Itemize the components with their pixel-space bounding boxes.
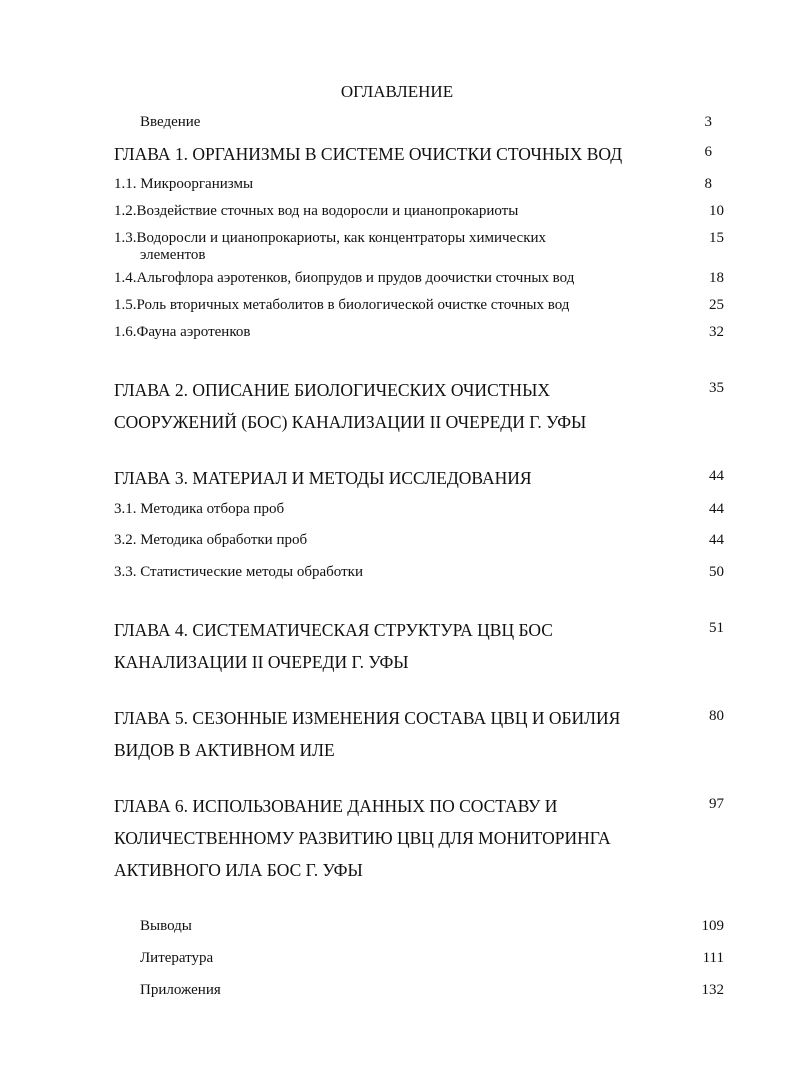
toc-entry-page: 44 — [709, 468, 724, 484]
toc-entry-page: 8 — [704, 176, 712, 192]
toc-entry-text-continued: АКТИВНОГО ИЛА БОС Г. УФЫ — [114, 860, 363, 880]
toc-entry-text: 1.3.Водоросли и цианопрокариоты, как концентраторы химических — [114, 230, 547, 246]
toc-entry-text: ГЛАВА 1. ОРГАНИЗМЫ В СИСТЕМЕ ОЧИСТКИ СТОЧНЫХ ВОД — [114, 144, 623, 164]
toc-entry-page: 111 — [702, 950, 724, 966]
toc-entry-text: 3.3. Статистические методы обработки — [114, 564, 363, 580]
toc-entry-page: 32 — [709, 324, 724, 340]
toc-entry-text: 3.2. Методика обработки проб — [114, 532, 308, 548]
toc-entry-page: 35 — [709, 380, 724, 396]
toc-entry-text: ГЛАВА 2. ОПИСАНИЕ БИОЛОГИЧЕСКИХ ОЧИСТНЫХ — [114, 380, 550, 400]
toc-entry-text: Приложения — [140, 982, 221, 998]
toc-entry-text: 3.1. Методика отбора проб — [114, 501, 285, 517]
toc-entry-text: 1.6.Фауна аэротенков — [114, 324, 251, 340]
toc-entry-page: 109 — [701, 918, 724, 934]
toc-entry-text: Выводы — [140, 918, 192, 934]
toc-entry-text-continued: КАНАЛИЗАЦИИ II ОЧЕРЕДИ Г. УФЫ — [114, 652, 409, 672]
toc-entry-page: 10 — [709, 203, 724, 219]
toc-entry-page: 80 — [709, 708, 724, 724]
toc-entry-page: 15 — [709, 230, 724, 246]
toc-entry-text: Введение — [140, 114, 201, 130]
toc-entry-text: ГЛАВА 6. ИСПОЛЬЗОВАНИЕ ДАННЫХ ПО СОСТАВУ И — [114, 796, 558, 816]
toc-entry-page: 6 — [704, 144, 712, 160]
toc-entry-text: 1.4.Альгофлора аэротенков, биопрудов и прудов доочистки сточных вод — [114, 270, 575, 286]
toc-entry-text: ГЛАВА 5. СЕЗОННЫЕ ИЗМЕНЕНИЯ СОСТАВА ЦВЦ И ОБИЛИЯ — [114, 708, 621, 728]
toc-entry-text-continued: ВИДОВ В АКТИВНОМ ИЛЕ — [114, 740, 335, 760]
toc-entry-page: 44 — [709, 532, 724, 548]
toc-entry-text: 1.1. Микроорганизмы — [114, 176, 254, 192]
toc-entry-page: 25 — [709, 297, 724, 313]
toc-entry-text: ГЛАВА 4. СИСТЕМАТИЧЕСКАЯ СТРУКТУРА ЦВЦ БОС — [114, 620, 553, 640]
toc-entry-page: 97 — [709, 796, 724, 812]
toc-title: ОГЛАВЛЕНИЕ — [340, 82, 454, 101]
toc-entry-page: 18 — [709, 270, 724, 286]
toc-entry-page: 51 — [709, 620, 724, 636]
toc-entry-text-continued: КОЛИЧЕСТВЕННОМУ РАЗВИТИЮ ЦВЦ ДЛЯ МОНИТОРИНГА — [114, 828, 611, 848]
toc-entry-page: 3 — [704, 114, 712, 130]
toc-entry-text: 1.2.Воздействие сточных вод на водоросли и цианопрокариоты — [114, 203, 519, 219]
toc-entry-text-continued: СООРУЖЕНИЙ (БОС) КАНАЛИЗАЦИИ II ОЧЕРЕДИ Г. УФЫ — [114, 412, 587, 432]
toc-entry-text: ГЛАВА 3. МАТЕРИАЛ И МЕТОДЫ ИССЛЕДОВАНИЯ — [114, 468, 532, 488]
toc-entry-text-continued: элементов — [140, 247, 206, 263]
toc-entry-text: 1.5.Роль вторичных метаболитов в биологической очистке сточных вод — [114, 297, 570, 313]
toc-entry-page: 50 — [709, 564, 724, 580]
toc-entry-page: 44 — [709, 501, 724, 517]
toc-entry-text: Литература — [140, 950, 214, 966]
toc-entry-page: 132 — [701, 982, 724, 998]
